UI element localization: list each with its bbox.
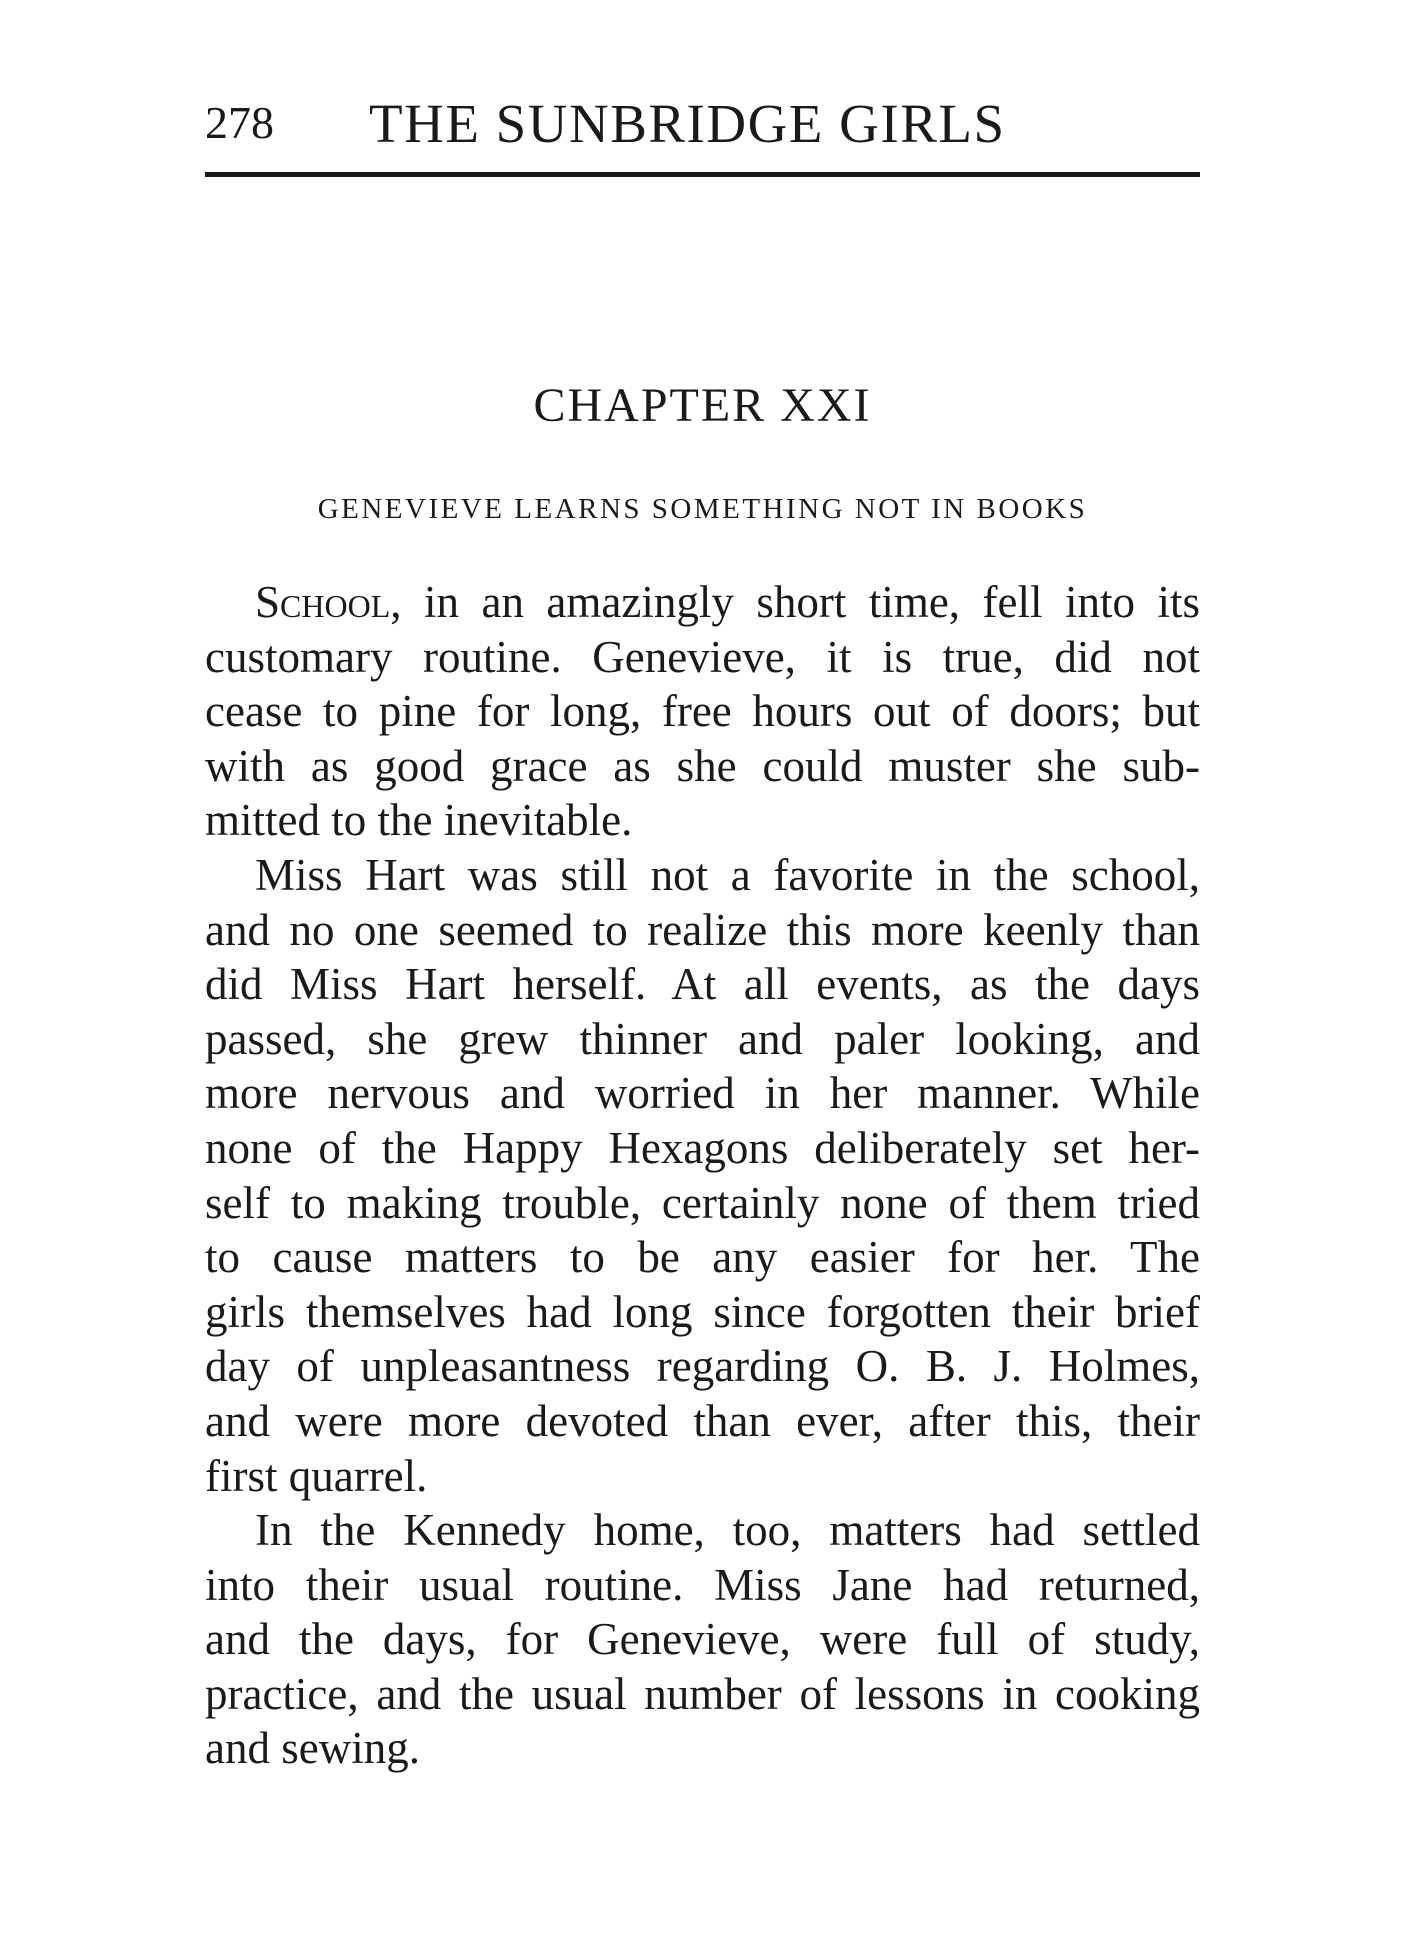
chapter-subtitle: GENEVIEVE LEARNS SOMETHING NOT IN BOOKS — [317, 493, 1088, 525]
text-line-content: , in an amazingly short time, fell into its — [390, 577, 1200, 627]
text-line: and no one seemed to realize this more keenly than — [205, 904, 1200, 955]
paragraph — [205, 1503, 1200, 1776]
chapter-heading: CHAPTER XXI — [533, 379, 872, 432]
text-line: day of unpleasantness regarding O. B. J. Holmes, — [205, 1341, 1200, 1392]
text-line: cease to pine for long, free hours out of doors; but — [205, 686, 1200, 737]
text-line: more nervous and worried in her manner. While — [205, 1068, 1200, 1119]
text-line: with as good grace as she could muster she sub- — [205, 740, 1200, 791]
text-line: did Miss Hart herself. At all events, as the days — [205, 959, 1200, 1010]
text-line: none of the Happy Hexagons deliberately set her- — [205, 1122, 1200, 1173]
page-number: 278 — [205, 97, 274, 148]
text-line: and sewing. — [205, 1723, 420, 1774]
text-line: In the Kennedy home, too, matters had settled — [255, 1505, 1200, 1556]
text-line: passed, she grew thinner and paler looking, and — [205, 1013, 1200, 1064]
text-line: customary routine. Genevieve, it is true, did not — [205, 631, 1200, 682]
text-line: practice, and the usual number of lessons in cooking — [205, 1668, 1200, 1719]
text-line: and were more devoted than ever, after this, their — [205, 1395, 1200, 1446]
chapter-body — [205, 575, 1200, 1776]
text-line: to cause matters to be any easier for her. The — [205, 1232, 1200, 1283]
text-line: into their usual routine. Miss Jane had returned, — [205, 1559, 1200, 1610]
text-line: Miss Hart was still not a favorite in the school, — [255, 849, 1200, 900]
paragraph-lead-word: School — [255, 577, 391, 627]
running-head — [205, 92, 1200, 177]
text-line: girls themselves had long since forgotten their brief — [205, 1286, 1200, 1337]
paragraph — [205, 575, 1200, 848]
text-line — [205, 575, 1200, 630]
text-line: and the days, for Genevieve, were full of study, — [205, 1614, 1200, 1665]
paragraph — [205, 848, 1200, 1503]
book-title: THE SUNBRIDGE GIRLS — [369, 93, 1006, 154]
text-line: first quarrel. — [205, 1450, 428, 1501]
text-line: self to making trouble, certainly none of them tried — [205, 1177, 1200, 1228]
text-line: mitted to the inevitable. — [205, 795, 633, 846]
